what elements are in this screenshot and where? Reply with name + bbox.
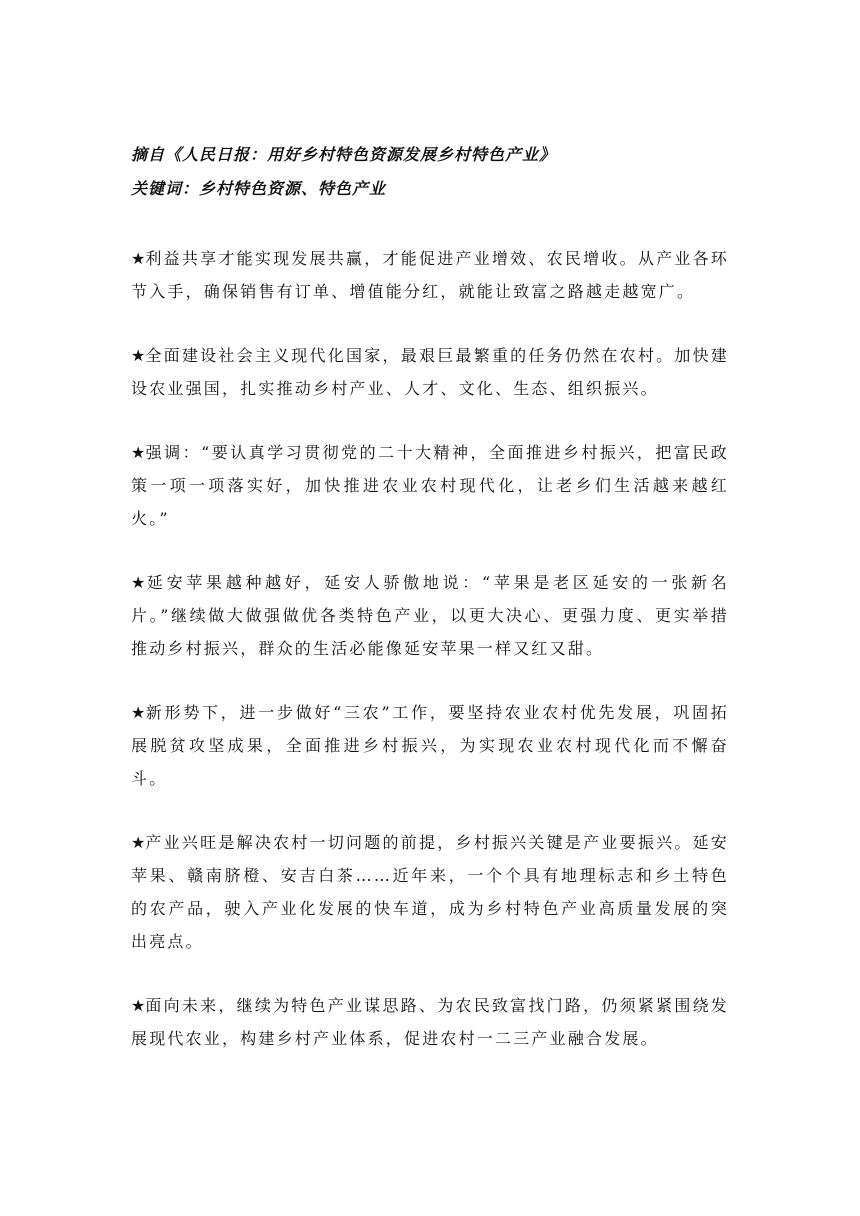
paragraph-2 [131, 339, 729, 405]
document-header [131, 138, 729, 206]
star-icon: ★ [131, 573, 147, 592]
paragraph-text: 延安苹果越种越好，延安人骄傲地说：“苹果是老区延安的一张新名片。”继续做大做强做优各类特色产业，以更大决心、更强力度、更实举措推动乡村振兴，群众的生活必能像延安苹果一样又红又甜。 [131, 573, 729, 658]
paragraph-text: 全面建设社会主义现代化国家，最艰巨最繁重的任务仍然在农村。加快建设农业强国，扎实推动乡村产业、人才、文化、生态、组织振兴。 [131, 346, 730, 398]
star-icon: ★ [131, 346, 146, 365]
paragraph-5 [131, 696, 729, 795]
paragraph-text: 面向未来，继续为特色产业谋思路、为农民致富找门路，仍须紧紧围绕发展现代农业，构建乡村产业体系，促进农村一二三产业融合发展。 [131, 996, 730, 1048]
source-line: 摘自《人民日报：用好乡村特色资源发展乡村特色产业》 [131, 145, 557, 164]
paragraph-1 [131, 242, 729, 308]
keywords-line: 关键词：乡村特色资源、特色产业 [131, 179, 387, 198]
paragraph-text: 产业兴旺是解决农村一切问题的前提，乡村振兴关键是产业要振兴。延安苹果、赣南脐橙、安吉白茶……近年来，一个个具有地理标志和乡土特色的农产品，驶入产业化发展的快车道，成为乡村特色产业高质量发展的突出亮点。 [131, 833, 730, 951]
star-icon: ★ [131, 703, 146, 722]
document-page [131, 138, 729, 1086]
paragraph-text: 利益共享才能实现发展共赢，才能促进产业增效、农民增收。从产业各环节入手，确保销售有订单、增值能分红，就能让致富之路越走越宽广。 [131, 249, 730, 301]
paragraph-3 [131, 436, 729, 535]
paragraph-text: 强调：“要认真学习贯彻党的二十大精神，全面推进乡村振兴，把富民政策一项一项落实好，加快推进农业农村现代化，让老乡们生活越来越红火。” [131, 443, 730, 528]
paragraph-7 [131, 989, 729, 1055]
paragraph-4 [131, 566, 729, 665]
star-icon: ★ [131, 249, 146, 268]
star-icon: ★ [131, 833, 146, 852]
paragraph-6 [131, 826, 729, 958]
star-icon: ★ [131, 996, 146, 1015]
paragraph-text: 新形势下，进一步做好“三农”工作，要坚持农业农村优先发展，巩固拓展脱贫攻坚成果，全面推进乡村振兴，为实现农业农村现代化而不懈奋斗。 [131, 703, 729, 788]
star-icon: ★ [131, 443, 146, 462]
